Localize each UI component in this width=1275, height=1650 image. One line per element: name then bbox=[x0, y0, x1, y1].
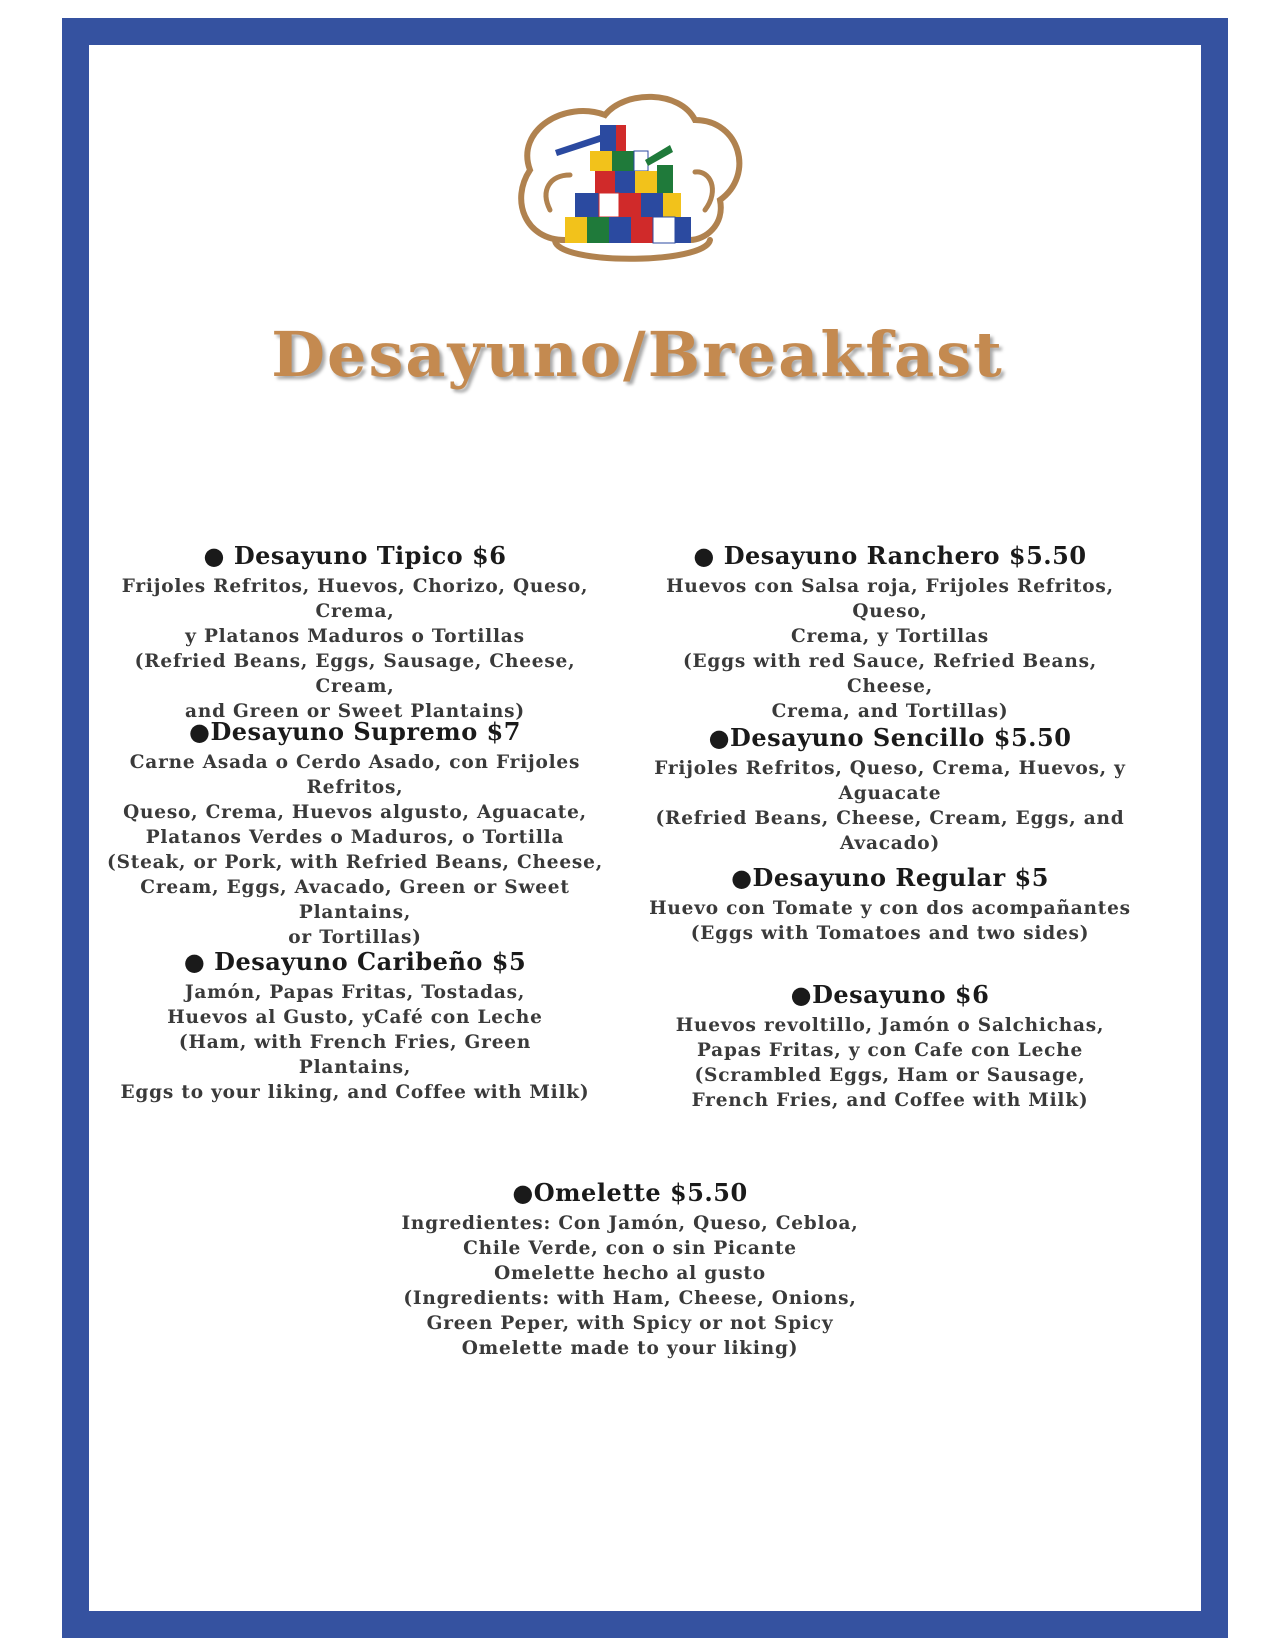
menu-item-desayuno bbox=[640, 981, 1140, 1113]
menu-item-line: (Ingredients: with Ham, Cheese, Onions, bbox=[403, 1288, 857, 1309]
menu-item-line: Crema, y Tortillas bbox=[790, 626, 990, 647]
menu-item-desayuno-sencillo bbox=[625, 724, 1155, 856]
menu-item-line: Omelette hecho al gusto bbox=[494, 1263, 766, 1284]
menu-item-name: ●Desayuno Regular $5 bbox=[731, 863, 1049, 892]
menu-item-line: (Eggs with Tomatoes and two sides) bbox=[690, 923, 1090, 944]
menu-item-line: Carne Asada o Cerdo Asado, con Frijoles Refritos, bbox=[129, 752, 581, 798]
menu-item-line: Green Peper, with Spicy or not Spicy bbox=[426, 1313, 834, 1334]
menu-item-line: Eggs to your liking, and Coffee with Milk) bbox=[120, 1082, 590, 1103]
menu-item-line: Omelette made to your liking) bbox=[461, 1338, 799, 1359]
menu-item-desayuno-caribeno bbox=[120, 948, 590, 1105]
menu-item-line: Queso, Crema, Huevos algusto, Aguacate, bbox=[123, 802, 587, 823]
menu-item-name: ● Desayuno Tipico $6 bbox=[203, 541, 507, 570]
menu-item-desayuno-ranchero bbox=[640, 542, 1140, 724]
menu-item-line: (Eggs with red Sauce, Refried Beans, Cheese, bbox=[682, 651, 1098, 697]
menu-item-name: ●Desayuno $6 bbox=[790, 980, 990, 1009]
menu-item-line: Huevo con Tomate y con dos acompañantes bbox=[649, 898, 1131, 919]
chef-hat-flags-logo bbox=[505, 90, 750, 280]
menu-item-line: and Green or Sweet Plantains) bbox=[185, 701, 525, 722]
menu-item-name: ● Desayuno Ranchero $5.50 bbox=[693, 541, 1087, 570]
menu-item-line: Platanos Verdes o Maduros, o Tortilla bbox=[145, 827, 565, 848]
menu-item-line: (Ham, with French Fries, Green Plantains, bbox=[178, 1032, 532, 1078]
menu-item-line: Papas Fritas, y con Cafe con Leche bbox=[696, 1040, 1084, 1061]
menu-item-line: Frijoles Refritos, Queso, Crema, Huevos, y Aguacate bbox=[654, 758, 1126, 804]
menu-item-line: (Refried Beans, Cheese, Cream, Eggs, and Avacado) bbox=[655, 808, 1125, 854]
menu-item-line: Ingredientes: Con Jamón, Queso, Cebloa, bbox=[401, 1213, 859, 1234]
menu-item-line: Crema, and Tortillas) bbox=[771, 701, 1009, 722]
menu-item-line: Frijoles Refritos, Huevos, Chorizo, Queso, Crema, bbox=[121, 576, 589, 622]
menu-item-name: ●Omelette $5.50 bbox=[512, 1178, 748, 1207]
menu-item-name: ●Desayuno Sencillo $5.50 bbox=[708, 723, 1072, 752]
menu-item-line: (Scrambled Eggs, Ham or Sausage, bbox=[694, 1065, 1086, 1086]
menu-item-line: y Platanos Maduros o Tortillas bbox=[185, 626, 525, 647]
menu-item-line: or Tortillas) bbox=[288, 927, 422, 948]
menu-item-name: ●Desayuno Supremo $7 bbox=[189, 717, 521, 746]
menu-item-omelette bbox=[390, 1179, 870, 1361]
menu-item-desayuno-regular bbox=[640, 864, 1140, 946]
menu-item-line: Jamón, Papas Fritas, Tostadas, bbox=[184, 982, 526, 1003]
menu-item-desayuno-tipico bbox=[120, 542, 590, 724]
menu-item-desayuno-supremo bbox=[100, 718, 610, 950]
menu-item-line: (Refried Beans, Eggs, Sausage, Cheese, Cream, bbox=[134, 651, 576, 697]
menu-item-line: Cream, Eggs, Avacado, Green or Sweet Plantains, bbox=[140, 877, 570, 923]
menu-item-line: Huevos con Salsa roja, Frijoles Refritos, Queso, bbox=[666, 576, 1114, 622]
menu-item-name: ● Desayuno Caribeño $5 bbox=[183, 947, 527, 976]
menu-item-line: Huevos revoltillo, Jamón o Salchichas, bbox=[675, 1015, 1105, 1036]
menu-item-line: Chile Verde, con o sin Picante bbox=[463, 1238, 797, 1259]
menu-item-line: French Fries, and Coffee with Milk) bbox=[691, 1090, 1089, 1111]
menu-item-line: Huevos al Gusto, yCafé con Leche bbox=[167, 1007, 543, 1028]
menu-item-line: (Steak, or Pork, with Refried Beans, Cheese, bbox=[107, 852, 603, 873]
page-title: Desayuno/Breakfast bbox=[271, 318, 1004, 391]
